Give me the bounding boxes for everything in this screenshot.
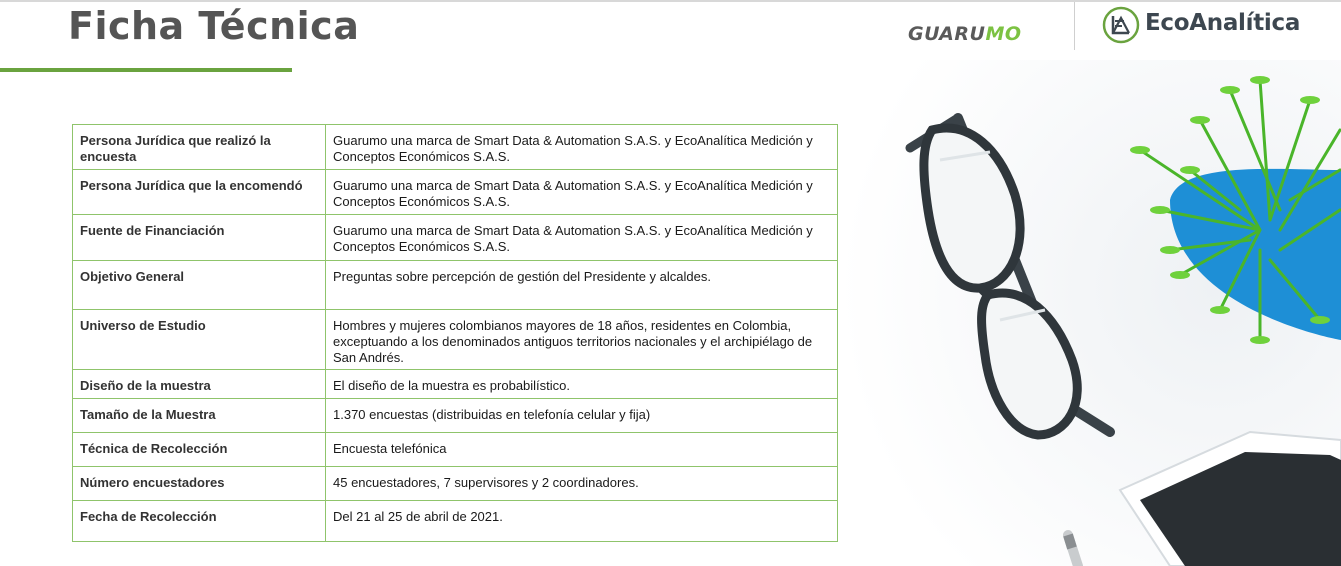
row-label: Persona Jurídica que realizó la encuesta — [73, 125, 326, 170]
page-title: Ficha Técnica — [68, 4, 360, 48]
decorative-photo — [840, 60, 1341, 566]
row-label: Persona Jurídica que la encomendó — [73, 170, 326, 215]
table-row — [73, 370, 838, 399]
row-label: Universo de Estudio — [73, 310, 326, 370]
row-label: Diseño de la muestra — [73, 370, 326, 399]
table-row — [73, 125, 838, 170]
table-row — [73, 310, 838, 370]
row-value: Guarumo una marca de Smart Data & Automation S.A.S. y EcoAnalítica Medición y Conceptos Económicos S.A.S. — [326, 125, 838, 170]
row-label: Fecha de Recolección — [73, 501, 326, 542]
row-label: Fuente de Financiación — [73, 215, 326, 261]
row-label: Objetivo General — [73, 261, 326, 310]
row-value: Del 21 al 25 de abril de 2021. — [326, 501, 838, 542]
table-row — [73, 399, 838, 433]
guarumo-logo: GUARUMO — [908, 23, 1022, 45]
row-value: Guarumo una marca de Smart Data & Automation S.A.S. y EcoAnalítica Medición y Conceptos Económicos S.A.S. — [326, 170, 838, 215]
row-label: Tamaño de la Muestra — [73, 399, 326, 433]
logo-divider — [1074, 2, 1075, 50]
table-row — [73, 261, 838, 310]
row-value: 1.370 encuestas (distribuidas en telefonía celular y fija) — [326, 399, 838, 433]
row-value: Guarumo una marca de Smart Data & Automation S.A.S. y EcoAnalítica Medición y Conceptos Económicos S.A.S. — [326, 215, 838, 261]
table-row — [73, 467, 838, 501]
top-rule — [0, 0, 1341, 2]
row-value: Preguntas sobre percepción de gestión del Presidente y alcaldes. — [326, 261, 838, 310]
ecoanalitica-logo: EcoAnalítica — [1145, 10, 1301, 36]
title-underline — [0, 68, 292, 72]
row-label: Técnica de Recolección — [73, 433, 326, 467]
ficha-tecnica-table — [72, 124, 838, 542]
row-value: El diseño de la muestra es probabilístico. — [326, 370, 838, 399]
row-value: Encuesta telefónica — [326, 433, 838, 467]
table-row — [73, 170, 838, 215]
ecoanalitica-logo-icon — [1102, 6, 1140, 44]
table-row — [73, 433, 838, 467]
table-row — [73, 215, 838, 261]
row-label: Número encuestadores — [73, 467, 326, 501]
table-row — [73, 501, 838, 542]
row-value: 45 encuestadores, 7 supervisores y 2 coordinadores. — [326, 467, 838, 501]
row-value: Hombres y mujeres colombianos mayores de 18 años, residentes en Colombia, exceptuando a los denominados antiguos territorios nacionales y el archipiélago de San Andrés. — [326, 310, 838, 370]
